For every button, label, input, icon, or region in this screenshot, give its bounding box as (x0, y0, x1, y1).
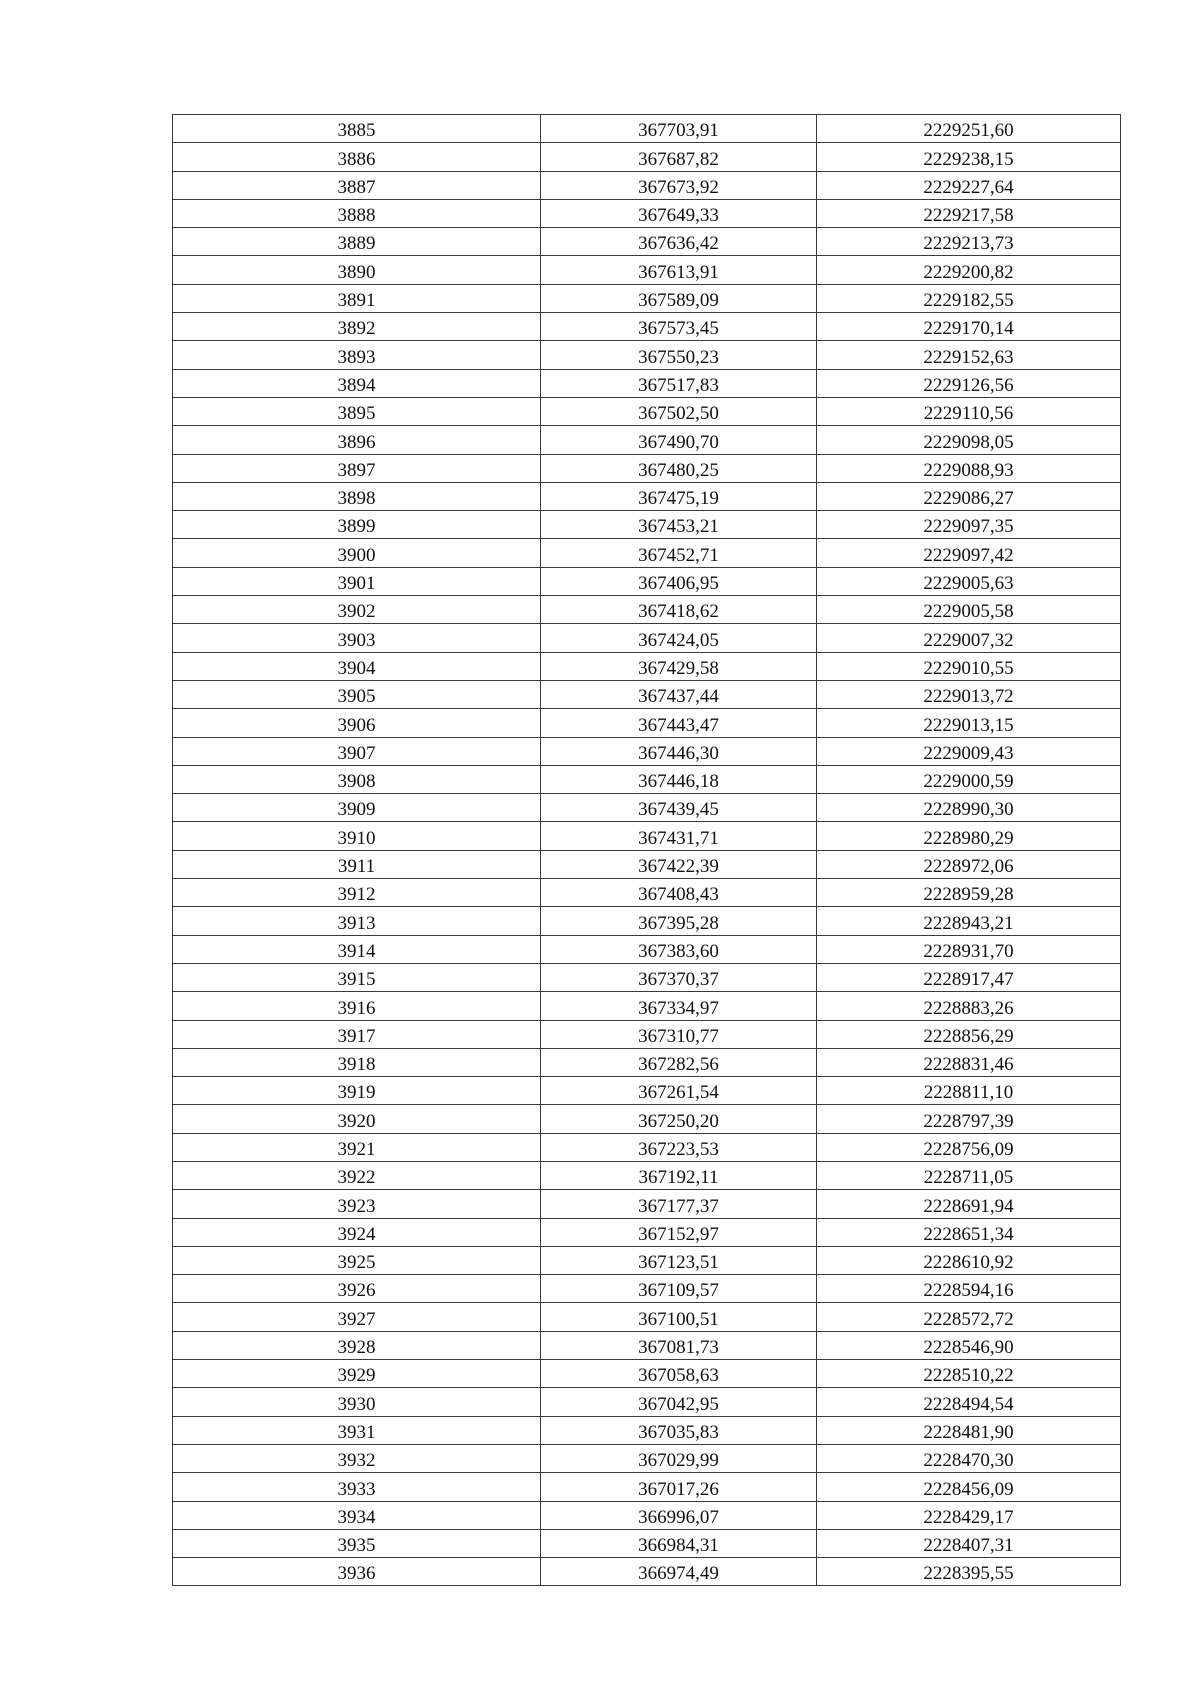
point-number-cell: 3911 (173, 850, 541, 878)
table-row (173, 426, 1121, 454)
table-row (173, 115, 1121, 143)
point-number-cell: 3932 (173, 1444, 541, 1472)
x-coordinate-cell: 367475,19 (541, 482, 817, 510)
y-coordinate-cell: 2228917,47 (817, 963, 1121, 991)
point-number-cell: 3924 (173, 1218, 541, 1246)
point-number-cell: 3936 (173, 1558, 541, 1586)
y-coordinate-cell: 2229213,73 (817, 228, 1121, 256)
x-coordinate-cell: 367453,21 (541, 511, 817, 539)
y-coordinate-cell: 2229086,27 (817, 482, 1121, 510)
x-coordinate-cell: 367100,51 (541, 1303, 817, 1331)
table-row (173, 1190, 1121, 1218)
x-coordinate-cell: 367109,57 (541, 1275, 817, 1303)
y-coordinate-cell: 2228481,90 (817, 1416, 1121, 1444)
table-row (173, 171, 1121, 199)
x-coordinate-cell: 367490,70 (541, 426, 817, 454)
y-coordinate-cell: 2229170,14 (817, 313, 1121, 341)
point-number-cell: 3919 (173, 1077, 541, 1105)
point-number-cell: 3887 (173, 171, 541, 199)
x-coordinate-cell: 367042,95 (541, 1388, 817, 1416)
x-coordinate-cell: 367613,91 (541, 256, 817, 284)
y-coordinate-cell: 2228943,21 (817, 907, 1121, 935)
table-row (173, 1218, 1121, 1246)
point-number-cell: 3894 (173, 369, 541, 397)
point-number-cell: 3892 (173, 313, 541, 341)
y-coordinate-cell: 2228510,22 (817, 1360, 1121, 1388)
y-coordinate-cell: 2229010,55 (817, 652, 1121, 680)
y-coordinate-cell: 2228959,28 (817, 879, 1121, 907)
table-row (173, 567, 1121, 595)
y-coordinate-cell: 2229007,32 (817, 624, 1121, 652)
point-number-cell: 3918 (173, 1048, 541, 1076)
y-coordinate-cell: 2228651,34 (817, 1218, 1121, 1246)
table-row (173, 1161, 1121, 1189)
y-coordinate-cell: 2229013,72 (817, 680, 1121, 708)
y-coordinate-cell: 2228572,72 (817, 1303, 1121, 1331)
y-coordinate-cell: 2228456,09 (817, 1473, 1121, 1501)
x-coordinate-cell: 367250,20 (541, 1105, 817, 1133)
point-number-cell: 3927 (173, 1303, 541, 1331)
point-number-cell: 3922 (173, 1161, 541, 1189)
y-coordinate-cell: 2228711,05 (817, 1161, 1121, 1189)
table-row (173, 992, 1121, 1020)
x-coordinate-cell: 367443,47 (541, 709, 817, 737)
table-row (173, 397, 1121, 425)
point-number-cell: 3916 (173, 992, 541, 1020)
x-coordinate-cell: 366974,49 (541, 1558, 817, 1586)
y-coordinate-cell: 2229088,93 (817, 454, 1121, 482)
point-number-cell: 3921 (173, 1133, 541, 1161)
x-coordinate-cell: 367058,63 (541, 1360, 817, 1388)
x-coordinate-cell: 366996,07 (541, 1501, 817, 1529)
table-row (173, 1020, 1121, 1048)
point-number-cell: 3905 (173, 680, 541, 708)
x-coordinate-cell: 367437,44 (541, 680, 817, 708)
table-row (173, 709, 1121, 737)
y-coordinate-cell: 2228797,39 (817, 1105, 1121, 1133)
table-row (173, 1331, 1121, 1359)
x-coordinate-cell: 367418,62 (541, 596, 817, 624)
x-coordinate-cell: 367282,56 (541, 1048, 817, 1076)
table-row (173, 454, 1121, 482)
table-row (173, 143, 1121, 171)
point-number-cell: 3929 (173, 1360, 541, 1388)
y-coordinate-cell: 2229126,56 (817, 369, 1121, 397)
point-number-cell: 3934 (173, 1501, 541, 1529)
table-row (173, 879, 1121, 907)
point-number-cell: 3895 (173, 397, 541, 425)
x-coordinate-cell: 367152,97 (541, 1218, 817, 1246)
y-coordinate-cell: 2228594,16 (817, 1275, 1121, 1303)
table-row (173, 1360, 1121, 1388)
x-coordinate-cell: 367703,91 (541, 115, 817, 143)
point-number-cell: 3910 (173, 822, 541, 850)
x-coordinate-cell: 367424,05 (541, 624, 817, 652)
table-row (173, 539, 1121, 567)
x-coordinate-cell: 367573,45 (541, 313, 817, 341)
table-row (173, 794, 1121, 822)
y-coordinate-cell: 2228972,06 (817, 850, 1121, 878)
table-row (173, 822, 1121, 850)
y-coordinate-cell: 2228931,70 (817, 935, 1121, 963)
point-number-cell: 3923 (173, 1190, 541, 1218)
x-coordinate-cell: 367429,58 (541, 652, 817, 680)
x-coordinate-cell: 367261,54 (541, 1077, 817, 1105)
table-row (173, 765, 1121, 793)
y-coordinate-cell: 2229152,63 (817, 341, 1121, 369)
y-coordinate-cell: 2228831,46 (817, 1048, 1121, 1076)
y-coordinate-cell: 2229097,35 (817, 511, 1121, 539)
table-row (173, 1303, 1121, 1331)
table-row (173, 369, 1121, 397)
point-number-cell: 3889 (173, 228, 541, 256)
table-row (173, 850, 1121, 878)
y-coordinate-cell: 2228610,92 (817, 1246, 1121, 1274)
table-row (173, 482, 1121, 510)
x-coordinate-cell: 367123,51 (541, 1246, 817, 1274)
y-coordinate-cell: 2228756,09 (817, 1133, 1121, 1161)
table-row (173, 963, 1121, 991)
table-row (173, 680, 1121, 708)
y-coordinate-cell: 2229005,58 (817, 596, 1121, 624)
y-coordinate-cell: 2229000,59 (817, 765, 1121, 793)
y-coordinate-cell: 2228856,29 (817, 1020, 1121, 1048)
table-row (173, 1077, 1121, 1105)
point-number-cell: 3926 (173, 1275, 541, 1303)
y-coordinate-cell: 2228494,54 (817, 1388, 1121, 1416)
x-coordinate-cell: 367446,18 (541, 765, 817, 793)
point-number-cell: 3902 (173, 596, 541, 624)
point-number-cell: 3925 (173, 1246, 541, 1274)
x-coordinate-cell: 367408,43 (541, 879, 817, 907)
x-coordinate-cell: 367431,71 (541, 822, 817, 850)
y-coordinate-cell: 2229182,55 (817, 284, 1121, 312)
table-row (173, 284, 1121, 312)
point-number-cell: 3888 (173, 199, 541, 227)
point-number-cell: 3906 (173, 709, 541, 737)
x-coordinate-cell: 367502,50 (541, 397, 817, 425)
x-coordinate-cell: 367422,39 (541, 850, 817, 878)
y-coordinate-cell: 2228811,10 (817, 1077, 1121, 1105)
y-coordinate-cell: 2228990,30 (817, 794, 1121, 822)
table-row (173, 1246, 1121, 1274)
y-coordinate-cell: 2228395,55 (817, 1558, 1121, 1586)
y-coordinate-cell: 2229110,56 (817, 397, 1121, 425)
x-coordinate-cell: 367480,25 (541, 454, 817, 482)
y-coordinate-cell: 2229097,42 (817, 539, 1121, 567)
table-row (173, 1444, 1121, 1472)
table-row (173, 1501, 1121, 1529)
x-coordinate-cell: 367395,28 (541, 907, 817, 935)
x-coordinate-cell: 367452,71 (541, 539, 817, 567)
x-coordinate-cell: 367370,37 (541, 963, 817, 991)
table-row (173, 199, 1121, 227)
x-coordinate-cell: 367177,37 (541, 1190, 817, 1218)
table-row (173, 1048, 1121, 1076)
y-coordinate-cell: 2228429,17 (817, 1501, 1121, 1529)
table-row (173, 1416, 1121, 1444)
y-coordinate-cell: 2228407,31 (817, 1529, 1121, 1557)
x-coordinate-cell: 367334,97 (541, 992, 817, 1020)
table-row (173, 256, 1121, 284)
x-coordinate-cell: 367192,11 (541, 1161, 817, 1189)
point-number-cell: 3913 (173, 907, 541, 935)
coordinates-table-body (173, 115, 1121, 1586)
y-coordinate-cell: 2228691,94 (817, 1190, 1121, 1218)
coordinates-table (172, 114, 1121, 1586)
point-number-cell: 3933 (173, 1473, 541, 1501)
x-coordinate-cell: 366984,31 (541, 1529, 817, 1557)
y-coordinate-cell: 2228470,30 (817, 1444, 1121, 1472)
point-number-cell: 3899 (173, 511, 541, 539)
table-row (173, 1473, 1121, 1501)
point-number-cell: 3912 (173, 879, 541, 907)
point-number-cell: 3931 (173, 1416, 541, 1444)
x-coordinate-cell: 367383,60 (541, 935, 817, 963)
x-coordinate-cell: 367636,42 (541, 228, 817, 256)
table-row (173, 1133, 1121, 1161)
point-number-cell: 3914 (173, 935, 541, 963)
x-coordinate-cell: 367029,99 (541, 1444, 817, 1472)
table-row (173, 907, 1121, 935)
point-number-cell: 3930 (173, 1388, 541, 1416)
y-coordinate-cell: 2228980,29 (817, 822, 1121, 850)
table-row (173, 652, 1121, 680)
y-coordinate-cell: 2229098,05 (817, 426, 1121, 454)
point-number-cell: 3898 (173, 482, 541, 510)
y-coordinate-cell: 2229227,64 (817, 171, 1121, 199)
point-number-cell: 3900 (173, 539, 541, 567)
x-coordinate-cell: 367446,30 (541, 737, 817, 765)
point-number-cell: 3920 (173, 1105, 541, 1133)
table-row (173, 1275, 1121, 1303)
point-number-cell: 3886 (173, 143, 541, 171)
table-row (173, 313, 1121, 341)
table-row (173, 1105, 1121, 1133)
table-row (173, 596, 1121, 624)
table-row (173, 1558, 1121, 1586)
y-coordinate-cell: 2229200,82 (817, 256, 1121, 284)
point-number-cell: 3935 (173, 1529, 541, 1557)
point-number-cell: 3896 (173, 426, 541, 454)
y-coordinate-cell: 2229238,15 (817, 143, 1121, 171)
table-row (173, 1529, 1121, 1557)
point-number-cell: 3901 (173, 567, 541, 595)
y-coordinate-cell: 2229251,60 (817, 115, 1121, 143)
table-row (173, 935, 1121, 963)
point-number-cell: 3903 (173, 624, 541, 652)
table-row (173, 737, 1121, 765)
point-number-cell: 3909 (173, 794, 541, 822)
table-row (173, 511, 1121, 539)
point-number-cell: 3908 (173, 765, 541, 793)
point-number-cell: 3893 (173, 341, 541, 369)
point-number-cell: 3891 (173, 284, 541, 312)
x-coordinate-cell: 367687,82 (541, 143, 817, 171)
x-coordinate-cell: 367223,53 (541, 1133, 817, 1161)
y-coordinate-cell: 2229013,15 (817, 709, 1121, 737)
x-coordinate-cell: 367310,77 (541, 1020, 817, 1048)
y-coordinate-cell: 2228546,90 (817, 1331, 1121, 1359)
table-row (173, 624, 1121, 652)
point-number-cell: 3915 (173, 963, 541, 991)
x-coordinate-cell: 367081,73 (541, 1331, 817, 1359)
point-number-cell: 3885 (173, 115, 541, 143)
y-coordinate-cell: 2229217,58 (817, 199, 1121, 227)
x-coordinate-cell: 367550,23 (541, 341, 817, 369)
table-row (173, 1388, 1121, 1416)
point-number-cell: 3917 (173, 1020, 541, 1048)
x-coordinate-cell: 367439,45 (541, 794, 817, 822)
table-row (173, 228, 1121, 256)
table-row (173, 341, 1121, 369)
point-number-cell: 3907 (173, 737, 541, 765)
x-coordinate-cell: 367406,95 (541, 567, 817, 595)
x-coordinate-cell: 367649,33 (541, 199, 817, 227)
point-number-cell: 3890 (173, 256, 541, 284)
x-coordinate-cell: 367017,26 (541, 1473, 817, 1501)
point-number-cell: 3897 (173, 454, 541, 482)
x-coordinate-cell: 367589,09 (541, 284, 817, 312)
point-number-cell: 3904 (173, 652, 541, 680)
x-coordinate-cell: 367035,83 (541, 1416, 817, 1444)
x-coordinate-cell: 367517,83 (541, 369, 817, 397)
y-coordinate-cell: 2229009,43 (817, 737, 1121, 765)
y-coordinate-cell: 2228883,26 (817, 992, 1121, 1020)
y-coordinate-cell: 2229005,63 (817, 567, 1121, 595)
x-coordinate-cell: 367673,92 (541, 171, 817, 199)
point-number-cell: 3928 (173, 1331, 541, 1359)
